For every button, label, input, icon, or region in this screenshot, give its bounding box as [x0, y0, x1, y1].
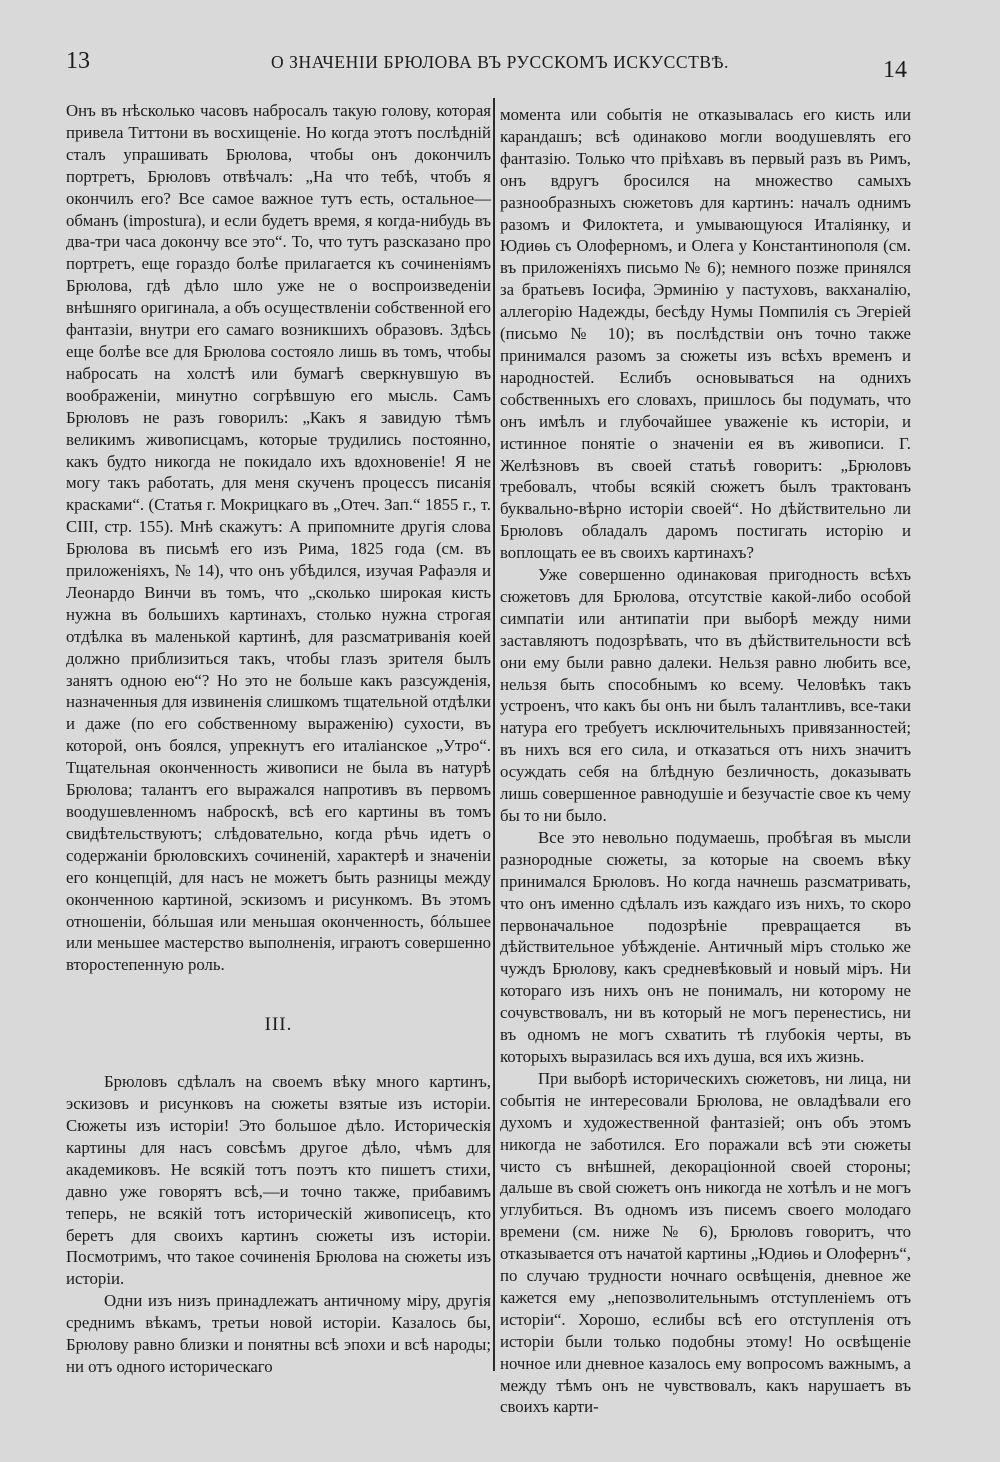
- section-heading: III.: [264, 1014, 293, 1036]
- right-column: [500, 104, 911, 1418]
- left-column: [66, 100, 491, 1378]
- left-paragraph-2: Брюловъ сдѣлалъ на своемъ вѣку много картинъ, эскизовъ и рисунковъ на сюжеты взятые изъ исторіи. Сюжеты изъ исторіи! Это большое дѣло. Историческія картины для насъ совсѣмъ другое дѣло, чѣмъ для академиковъ. Не всякій тотъ поэтъ кто пишетъ стихи, давно уже говорятъ всѣ,—и точно также, прибавимъ теперь, не всякій тотъ историческій живописецъ, кто беретъ для своихъ картинъ сюжеты изъ исторіи. Посмотримъ, что такое сочиненія Брюлова на сюжеты изъ исторіи.: [66, 1072, 491, 1289]
- right-paragraph-1: момента или событія не отказывалась его кисть или карандашъ; всѣ одинаково могли воодушевлять его фантазію. Только что пріѣхавъ въ первый разъ въ Римъ, онъ вдругъ бросился на множество самыхъ разнообразныхъ сюжетовъ для картинъ: началъ однимъ разомъ и Филоктета, и умывающуюся Италіянку, и Юдиѳь съ Олоферномъ, и Олега у Константинополя (см. въ приложеніяхъ письмо № 6); немного позже принялся за братьевъ Іосифа, Эрминію у пастуховъ, вакханалію, аллегорію Надежды, бесѣду Нумы Помпилія съ Эгеріей (письмо № 10); въ послѣдствіи онъ точно также принимался разомъ за сюжеты изъ всѣхъ временъ и народностей. Еслибъ основываться на однихъ собственныхъ его словахъ, пришлось бы подумать, что онъ имѣлъ и глубочайшее уваженіе къ исторіи, и истинное понятіе о значеніи ея въ живописи. Г. Желѣзновъ въ своей статьѣ говоритъ: „Брюловъ требовалъ, чтобы всякій сюжетъ былъ трактованъ буквально-вѣрно исторіи своей“. Но дѣйствительно ли Брюловъ обладалъ даромъ постигать исторію и воплощать ее въ своихъ картинахъ?: [500, 105, 911, 563]
- running-title: О ЗНАЧЕНІИ БРЮЛОВА ВЪ РУССКОМЪ ИСКУССТВѢ.: [270, 52, 730, 72]
- page-header: [0, 0, 1000, 90]
- left-paragraph-3: Одни изъ низъ принадлежатъ античному міру, другія среднимъ вѣкамъ, третьи новой исторіи. Казалось бы, Брюлову равно близки и понятны всѣ эпохи и всѣ народы; ни отъ одного историческаго: [66, 1291, 491, 1376]
- page-number-left: 13: [66, 48, 90, 74]
- right-paragraph-2: Уже совершенно одинаковая пригодность всѣхъ сюжетовъ для Брюлова, отсутствіе какой-либо особой симпатіи или антипатіи при выборѣ между ними заставляютъ подозрѣвать, что въ дѣйствительности всѣ они ему были равно далеки. Нельзя равно любить все, нельзя быть способнымъ ко всему. Человѣкъ такъ устроенъ, что какъ бы онъ ни былъ талантливъ, все-таки натура его требуетъ исключительныхъ привязанностей; въ нихъ вся его сила, и отказаться отъ нихъ значитъ осуждать себя на блѣдную безличность, доказывать лишь совершенное равнодушіе и безучастіе свое къ чему бы то ни было.: [500, 565, 911, 825]
- page-number-right: 14: [883, 57, 907, 83]
- column-divider: [493, 98, 495, 1371]
- right-paragraph-3: Все это невольно подумаешь, пробѣгая въ мысли разнородные сюжеты, за которые на своемъ вѣку принимался Брюловъ. Но когда начнешь разсматривать, что онъ именно сдѣлалъ изъ каждаго изъ нихъ, то скоро первоначальное подозрѣніе превращается въ дѣйствительное убѣжденіе. Античный міръ столько же чуждъ Брюлову, какъ средневѣковый и новый міръ. Ни котораго изъ нихъ онъ не понималъ, ни которому не сочувствовалъ, ни въ который не могъ перенестись, ни въ одномъ не могъ схватить тѣ глубокія черты, въ которыхъ выразилась вся ихъ душа, вся ихъ жизнь.: [500, 827, 911, 1066]
- right-paragraph-4: При выборѣ историческихъ сюжетовъ, ни лица, ни событія не интересовали Брюлова, не овладѣвали его духомъ и художественной фантазіей; онъ объ этомъ никогда не заботился. Его поражали всѣ эти сюжеты чисто съ внѣшней, декораціонной своей стороны; дальше въ свой сюжетъ онъ никогда не хотѣлъ и не могъ углубиться. Въ одномъ изъ писемъ своего молодаго времени (см. ниже № 6), Брюловъ говоритъ, что отказывается отъ начатой картины „Юдиѳь и Олофернъ“, по случаю трудности ночнаго освѣщенія, дневное же кажется ему „непозволительнымъ отступленіемъ отъ исторіи“. Хорошо, еслибы всѣ его отступленія отъ исторіи были только подобны этому! Но освѣщеніе ночное или дневное казалось ему вопросомъ важнымъ, а между тѣмъ онъ не чувствовалъ, какъ нарушаетъ въ своихъ карти-: [500, 1068, 911, 1417]
- left-paragraph-1: Онъ въ нѣсколько часовъ набросалъ такую голову, которая привела Титтони въ восхищеніе. Но когда этотъ послѣдній сталъ упрашивать Брюлова, чтобы онъ докончилъ портретъ, Брюловъ отвѣчалъ: „На что тебѣ, чтобъ я окончилъ его? Все самое важное тутъ есть, остальное—обманъ (impostura), и если будетъ время, я когда-нибудь въ два-три часа докончу все это“. То, что тутъ разсказано про портретъ, еще гораздо болѣе прилагается къ сочиненіямъ Брюлова, гдѣ дѣло шло уже не о воспроизведеніи внѣшняго оригинала, а объ осуществленіи собственной его фантазіи, внутри его самаго возникшихъ образовъ. Здѣсь еще болѣе все для Брюлова состояло лишь въ томъ, чтобы набросать на холстѣ или бумагѣ сверкнувшую въ воображеніи, минутно согрѣвшую его мысль. Самъ Брюловъ не разъ говорилъ: „Какъ я завидую тѣмъ великимъ живописцамъ, которые трудились постоянно, какъ будто никогда не покидало ихъ вдохновеніе! Я не могу такъ работать, для меня скученъ процессъ писанія красками“. (Статья г. Мокрицкаго въ „Отеч. Зап.“ 1855 г., т. CIII, стр. 155). Мнѣ скажутъ: А припомните другія слова Брюлова въ письмѣ его изъ Рима, 1825 года (см. въ приложеніяхъ, № 14), что онъ убѣдился, изучая Рафаэля и Леонардо Винчи въ томъ, что „сколько широкая кисть нужна въ большихъ картинахъ, столько нужна строгая отдѣлка въ маленькой картинѣ, для разсматриванія коей должно приблизиться такъ, чтобы глазъ зрителя былъ занятъ одною ею“? Но это не больше какъ разсужденія, назначенныя для извиненія слишкомъ тщательной отдѣлки и даже (по его собственному выраженію) сухости, въ которой, онъ боялся, упрекнутъ его италіанское „Утро“. Тщательная оконченность живописи не была въ натурѣ Брюлова; талантъ его выражался напротивъ въ первомъ воодушевленномъ наброскѣ, всѣ его картины въ томъ свидѣтельствуютъ; слѣдовательно, когда рѣчь идетъ о содержаніи брюловскихъ сочиненій, характерѣ и значеніи его концепцій, для насъ не можетъ быть разницы между оконченною картиной, эскизомъ и рисункомъ. Въ этомъ отношеніи, бóльшая или меньшая оконченность, бóльшее или меньшее мастерство выполненія, играютъ совершенно второстепенную роль.: [66, 101, 491, 975]
